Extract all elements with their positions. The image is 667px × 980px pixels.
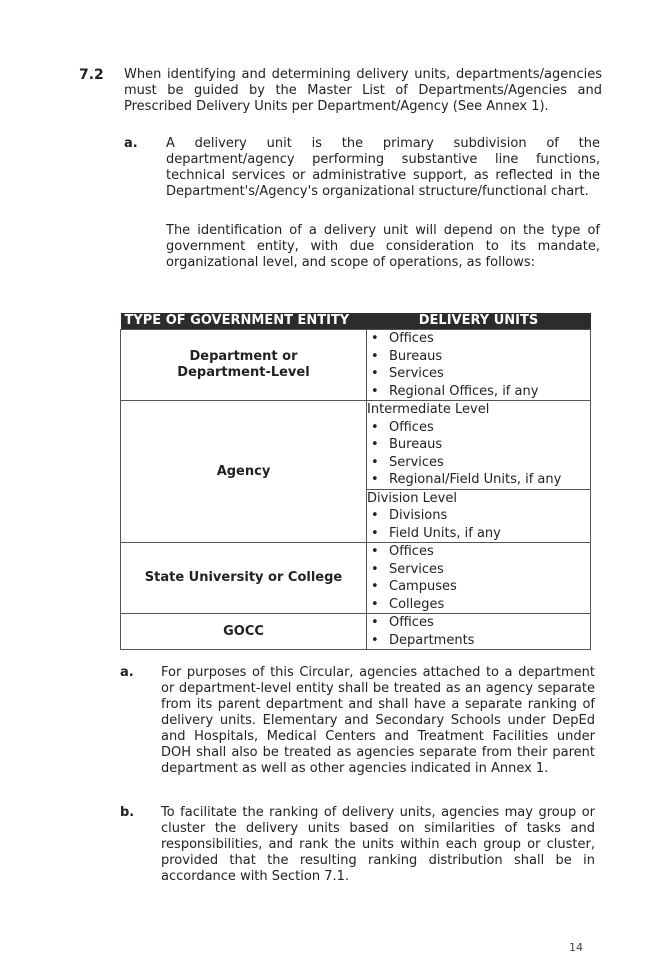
note-a-letter: a. [120, 665, 134, 680]
note-b-text: To facilitate the ranking of delivery units, agencies may group or cluster the delivery units based on similarities of tasks and responsibilities, and rank the units within each group or cluster, provided that the resulting ranking distribution shall be in accordance with Section 7.1. [161, 805, 595, 884]
table-row [121, 330, 591, 401]
entity-department [121, 330, 367, 401]
note-a-text: For purposes of this Circular, agencies attached to a department or department-level entity shall be treated as an agency separate from its parent department and shall have a separate ranking of delivery units. Elementary and Secondary Schools under DepEd and Hospitals, Medical Centers and Treatment Facilities under DOH shall also be treated as agencies separate from their parent department as well as other agencies indicated in Annex 1. [161, 665, 595, 776]
header-delivery-units: DELIVERY UNITS [367, 313, 591, 330]
header-entity-type: TYPE OF GOVERNMENT ENTITY [121, 313, 367, 330]
list-item: • Offices [367, 614, 590, 632]
section-number: 7.2 [79, 67, 104, 83]
list-item: • Campuses [367, 578, 590, 596]
gocc-units [367, 614, 591, 650]
department-units [367, 330, 591, 401]
agency-level-label: Division Level [367, 490, 457, 506]
list-item: • Regional Offices, if any [367, 383, 590, 401]
list-item: • Services [367, 561, 590, 579]
entity-department-line1: Department or [189, 349, 298, 364]
list-item: • Offices [367, 330, 590, 348]
list-item: • Divisions [367, 507, 590, 525]
list-item: • Field Units, if any [367, 525, 590, 543]
table-row [121, 614, 591, 650]
entity-suc: State University or College [121, 543, 367, 614]
agency-level-label: Intermediate Level [367, 402, 490, 417]
list-item: • Bureaus [367, 348, 590, 366]
page-number: 14 [569, 941, 583, 954]
list-item: • Departments [367, 632, 590, 650]
suc-units [367, 543, 591, 614]
entity-department-line2: Department-Level [177, 365, 310, 380]
item-a-paragraph-2: The identification of a delivery unit will depend on the type of government entity, with due consideration to its mandate, organizational level, and scope of operations, as follows: [166, 223, 600, 270]
list-item: • Services [367, 454, 590, 472]
note-b-letter: b. [120, 805, 135, 820]
list-item: • Regional/Field Units, if any [367, 471, 590, 489]
agency-division-units [367, 489, 591, 543]
item-a-letter: a. [124, 136, 138, 151]
list-item: • Services [367, 365, 590, 383]
section-text: When identifying and determining delivery units, departments/agencies must be guided by the Master List of Departments/Agencies and Prescribed Delivery Units per Department/Agency (See Annex 1). [124, 67, 602, 114]
list-item: • Colleges [367, 596, 590, 614]
item-a-paragraph-1: A delivery unit is the primary subdivision of the department/agency performing substantive line functions, technical services or administrative support, as reflected in the Department's/Agency's organizational structure/functional chart. [166, 136, 600, 199]
entity-gocc: GOCC [121, 614, 367, 650]
table-row [121, 401, 591, 490]
agency-intermediate-units [367, 401, 591, 490]
table-row [121, 543, 591, 614]
table-header-row [121, 313, 591, 330]
delivery-units-table [120, 313, 591, 650]
entity-agency: Agency [121, 401, 367, 543]
list-item: • Bureaus [367, 436, 590, 454]
list-item: • Offices [367, 419, 590, 437]
list-item: • Offices [367, 543, 590, 561]
